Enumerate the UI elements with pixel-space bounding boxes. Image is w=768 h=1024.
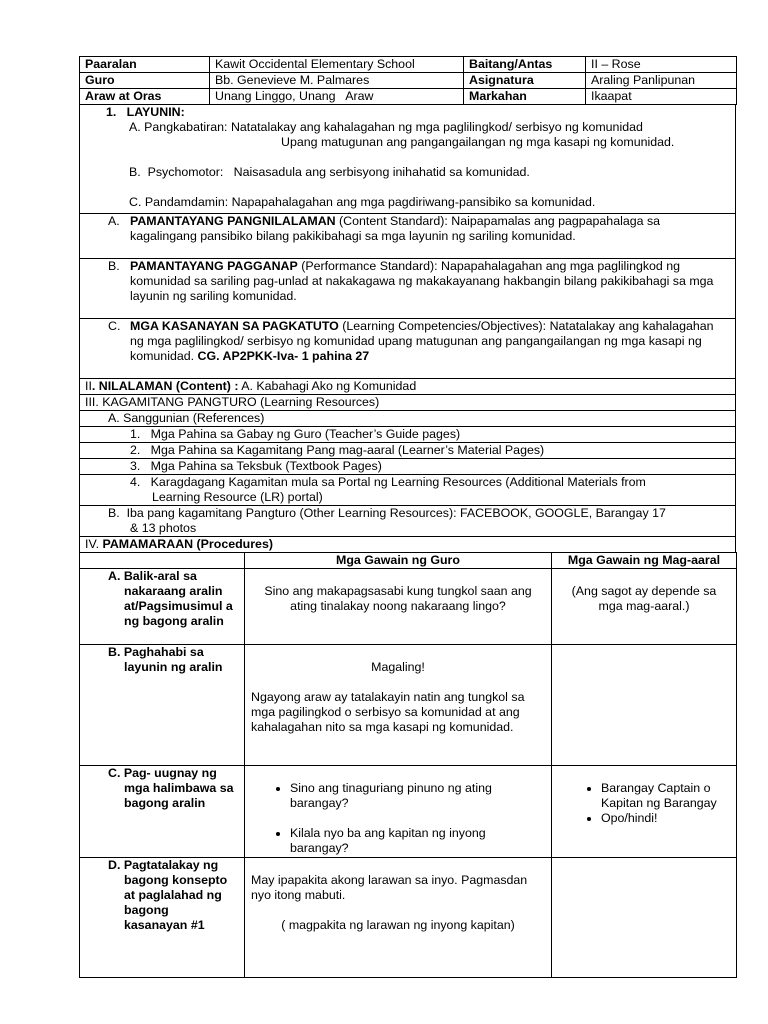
procedure-c-label-cell	[80, 766, 245, 858]
procedure-d-label: D. Pagtatalakay ng bagong konsepto at paglalahad ng bagong kasanayan #1	[108, 858, 228, 932]
nilalaman-value: A. Kabahagi Ako ng Komunidad	[238, 379, 417, 393]
pamantayan-a-section	[80, 214, 736, 259]
nilalaman-row	[80, 379, 736, 395]
procedure-b-guro: Ngayong araw ay tatalakayin natin ang tungkol sa mga pagilingkod o serbisyo sa komunidad at ang kahalagahan nito sa mga kasapi ng komunidad.	[251, 690, 525, 734]
pamantayan-b-section	[80, 259, 736, 319]
pamantayan-b-title: PAMANTAYANG PAGGANAP	[130, 259, 298, 273]
procedure-c-magaaral-list	[557, 781, 731, 826]
reference-item-4: 4. Karagdagang Kagamitan mula sa Portal ng Learning Resources (Additional Materials from	[130, 475, 646, 489]
pamamaraan-prefix: IV.	[85, 537, 103, 551]
list-item: • Sino ang tinaguriang pinuno ng ating barangay?	[290, 781, 546, 811]
procedure-a-label-cell	[80, 569, 245, 645]
pamantayan-b-text: (Performance Standard): Napapahalagahan ang mga paglilingkod ng komunidad sa sariling pag-unlad at nakakagawa ng makakayanang hakbangin bilang pakikibahagi sa mga layunin ng sariling komunidad.	[130, 259, 714, 303]
kasanayan-c-title: MGA KASANAYAN SA PAGKATUTO	[130, 319, 339, 333]
guro-value: Bb. Genevieve M. Palmares	[210, 73, 464, 89]
pamantayan-a-title: PAMANTAYANG PANGNILALAMAN	[130, 214, 336, 228]
reference-item-4-row	[80, 475, 736, 506]
procedure-d-magaaral	[552, 858, 737, 978]
header-table	[79, 56, 737, 105]
paaralan-value: Kawit Occidental Elementary School	[210, 57, 464, 73]
sanggunian-a: A. Sanggunian (References)	[108, 411, 265, 425]
paaralan-label: Paaralan	[80, 57, 210, 73]
procedure-d-guro: May ipapakita akong larawan sa inyo. Pagmasdan nyo itong mabuti.	[251, 873, 528, 902]
pamantayan-b-letter: B.	[108, 259, 120, 273]
procedure-b-guro-top: Magaling!	[371, 660, 425, 674]
body-table	[79, 104, 736, 553]
kasanayan-c-section	[80, 319, 736, 379]
asignatura-label: Asignatura	[464, 73, 586, 89]
procedure-c-guro-list	[250, 781, 546, 856]
list-item: • Kilala nyo ba ang kapitan ng inyong barangay?	[290, 826, 546, 856]
procedure-c-guro-cell	[245, 766, 552, 858]
procedure-b-label-cell	[80, 645, 245, 766]
procedure-c-label: C. Pag- uugnay ng mga halimbawa sa bagong aralin	[108, 766, 234, 810]
other-resources: B. Iba pang kagamitang Pangturo (Other Learning Resources): FACEBOOK, GOOGLE, Barangay 17	[108, 506, 666, 520]
list-item: • Barangay Captain o Kapitan ng Barangay	[601, 781, 731, 811]
markahan-label: Markahan	[464, 89, 586, 105]
pamantayan-a-text: (Content Standard): Naipapamalas ang pagpapahalaga sa kagalingang pansibiko bilang pakikibahagi sa mga layunin ng sariling komunidad.	[130, 214, 661, 243]
asignatura-value: Araling Panlipunan	[586, 73, 737, 89]
nilalaman-prefix: II	[85, 379, 92, 393]
layunin-a: A. Pangkabatiran: Natatalakay ang kahalagahan ng mga paglilingkod/ serbisyo ng komunidad	[129, 120, 643, 134]
layunin-section	[80, 105, 736, 214]
lesson-plan-document	[79, 56, 736, 978]
list-item: • Opo/hindi!	[601, 811, 731, 826]
other-resources-row	[80, 506, 736, 537]
procedure-b-label: B. Paghahabi sa layunin ng aralin	[108, 645, 223, 674]
pamantayan-a-letter: A.	[108, 214, 120, 228]
procedure-c-magaaral-cell	[552, 766, 737, 858]
reference-item-4-cont: Learning Resource (LR) portal)	[152, 490, 323, 504]
kasanayan-c-letter: C.	[108, 319, 121, 333]
procedure-d-label-cell	[80, 858, 245, 978]
procedure-a-guro: Sino ang makapagsasabi kung tungkol saan ang ating tinalakay noong nakaraang lingo?	[245, 569, 552, 645]
procedure-d-guro-cell	[245, 858, 552, 978]
layunin-c: C. Pandamdamin: Napapahalagahan ang mga pagdiriwang-pansibiko sa komunidad.	[129, 195, 596, 209]
procedure-b-guro-cell	[245, 645, 552, 766]
procedure-b-magaaral	[552, 645, 737, 766]
reference-item-1: 1. Mga Pahina sa Gabay ng Guro (Teacher’s Guide pages)	[130, 427, 461, 441]
procedure-a-magaaral: (Ang sagot ay depende sa mga mag-aaral.)	[552, 569, 737, 645]
reference-item-2-row	[80, 443, 736, 459]
other-resources-cont: & 13 photos	[130, 521, 197, 535]
markahan-value: Ikaapat	[586, 89, 737, 105]
pamamaraan-heading-row	[80, 537, 736, 553]
procedure-d-guro-note: ( magpakita ng larawan ng inyong kapitan)	[281, 918, 515, 932]
reference-item-3-row	[80, 459, 736, 475]
reference-item-2: 2. Mga Pahina sa Kagamitang Pang mag-aaral (Learner’s Material Pages)	[130, 443, 545, 457]
layunin-heading: 1. LAYUNIN:	[106, 105, 185, 119]
guro-label: Guro	[80, 73, 210, 89]
araw-label: Araw at Oras	[80, 89, 210, 105]
pamamaraan-heading: PAMAMARAAN (Procedures)	[102, 537, 273, 551]
reference-item-3: 3. Mga Pahina sa Teksbuk (Textbook Pages)	[130, 459, 382, 473]
baitang-value: II – Rose	[586, 57, 737, 73]
col-header-magaaral: Mga Gawain ng Mag-aaral	[552, 553, 737, 569]
layunin-a-cont: Upang matugunan ang pangangailangan ng mga kasapi ng komunidad.	[281, 135, 675, 149]
kasanayan-c-code: CG. AP2PKK-Iva- 1 pahina 27	[197, 349, 370, 363]
kasanayan-c-text: (Learning Competencies/Objectives): Natatalakay ang kahalagahan ng mga paglilingkod/ serbisyo ng komunidad upang matugunan ang pangangailangan ng mga kasapi ng komunidad.	[130, 319, 714, 363]
reference-item-1-row	[80, 427, 736, 443]
baitang-label: Baitang/Antas	[464, 57, 586, 73]
procedure-a-label: A. Balik-aral sa nakaraang aralin at/Pagsimusimul a ng bagong aralin	[108, 569, 233, 628]
nilalaman-label: . NILALAMAN (Content) :	[91, 379, 239, 393]
kagamitan-heading: III. KAGAMITANG PANGTURO (Learning Resources)	[80, 395, 736, 411]
sanggunian-section	[80, 411, 736, 427]
araw-value: Unang Linggo, Unang Araw	[210, 89, 464, 105]
layunin-b: B. Psychomotor: Naisasadula ang serbisyong inihahatid sa komunidad.	[129, 165, 530, 179]
col-header-guro: Mga Gawain ng Guro	[245, 553, 552, 569]
procedures-table	[79, 552, 737, 978]
